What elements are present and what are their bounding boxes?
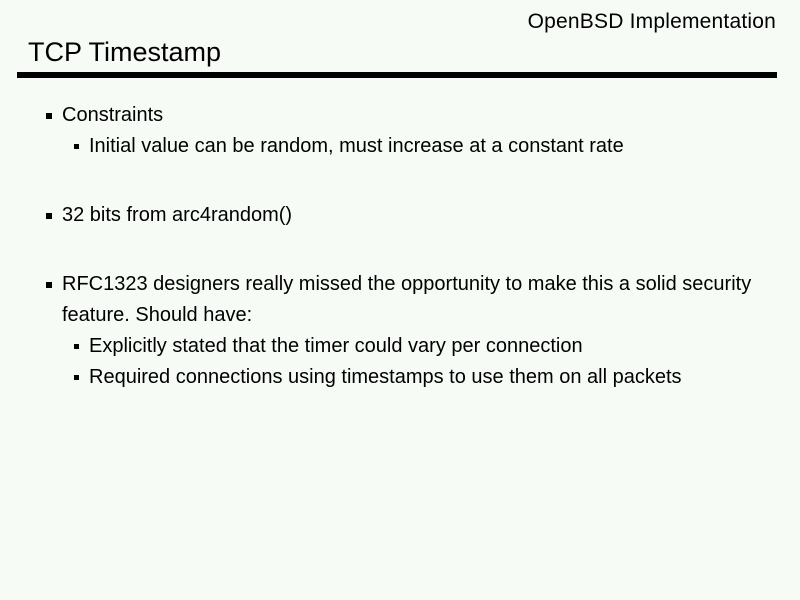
bullet-item-constraints (0, 100, 800, 131)
bullet-item-required-connections (0, 362, 800, 393)
square-bullet-icon (46, 213, 52, 219)
bullet-item-arc4random (0, 200, 800, 231)
bullet-text: Required connections using timestamps to use them on all packets (89, 366, 682, 388)
bullet-item-initial-value (0, 131, 800, 162)
square-bullet-icon (46, 282, 52, 288)
bullet-text: Constraints (62, 104, 164, 126)
bullet-item-rfc1323 (0, 269, 800, 331)
bullet-item-explicitly-stated (0, 331, 800, 362)
bullet-text: 32 bits from arc4random() (62, 204, 293, 226)
bullet-text: Initial value can be random, must increase at a constant rate (89, 135, 624, 157)
bullet-text: RFC1323 designers really missed the opportunity to make this a solid security feature. Should have: (62, 273, 752, 326)
square-bullet-icon (74, 144, 79, 149)
square-bullet-icon (74, 344, 79, 349)
title-underline-rule (17, 72, 777, 78)
square-bullet-icon (46, 113, 52, 119)
square-bullet-icon (74, 375, 79, 380)
bullet-text: Explicitly stated that the timer could vary per connection (89, 335, 583, 357)
page-title: TCP Timestamp (28, 37, 222, 67)
slide-corner-label: OpenBSD Implementation (527, 10, 776, 33)
slide-body (0, 100, 800, 393)
